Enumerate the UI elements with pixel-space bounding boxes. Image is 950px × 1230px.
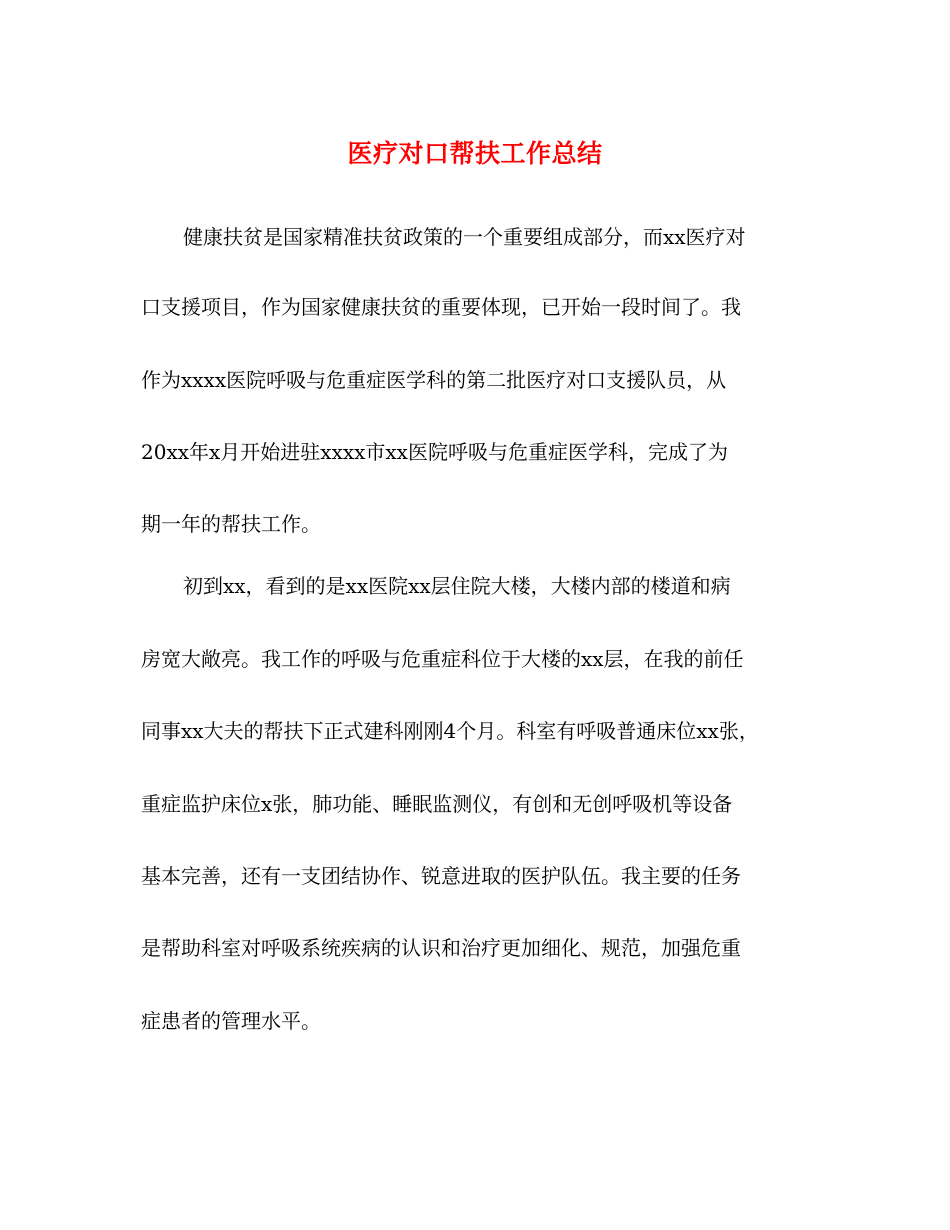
paragraph-2-line-6: 是帮助科室对呼吸系统疾病的认识和治疗更加细化、规范，加强危重 bbox=[141, 936, 741, 960]
paragraph-2-line-4: 重症监护床位x张，肺功能、睡眠监测仪，有创和无创呼吸机等设备 bbox=[141, 792, 733, 816]
paragraph-1-line-2: 口支援项目，作为国家健康扶贫的重要体现，已开始一段时间了。我 bbox=[141, 295, 741, 319]
paragraph-2-line-3: 同事xx大夫的帮扶下正式建科刚刚4个月。科室有呼吸普通床位xx张， bbox=[141, 719, 759, 743]
paragraph-1-line-1: 健康扶贫是国家精准扶贫政策的一个重要组成部分，而xx医疗对 bbox=[183, 225, 746, 249]
paragraph-2-line-1: 初到xx，看到的是xx医院xx层住院大楼，大楼内部的楼道和病 bbox=[183, 574, 731, 598]
paragraph-1-line-3: 作为xxxx医院呼吸与危重症医学科的第二批医疗对口支援队员，从 bbox=[141, 368, 727, 392]
paragraph-1-line-4: 20xx年x月开始进驻xxxx市xx医院呼吸与危重症医学科，完成了为 bbox=[141, 440, 728, 464]
paragraph-2-line-7: 症患者的管理水平。 bbox=[141, 1009, 321, 1033]
paragraph-2-line-2: 房宽大敞亮。我工作的呼吸与危重症科位于大楼的xx层，在我的前任 bbox=[141, 647, 744, 671]
paragraph-2-line-5: 基本完善，还有一支团结协作、锐意进取的医护队伍。我主要的任务 bbox=[141, 864, 741, 888]
document-title: 医疗对口帮扶工作总结 bbox=[347, 139, 603, 168]
paragraph-1-line-5: 期一年的帮扶工作。 bbox=[141, 512, 321, 536]
